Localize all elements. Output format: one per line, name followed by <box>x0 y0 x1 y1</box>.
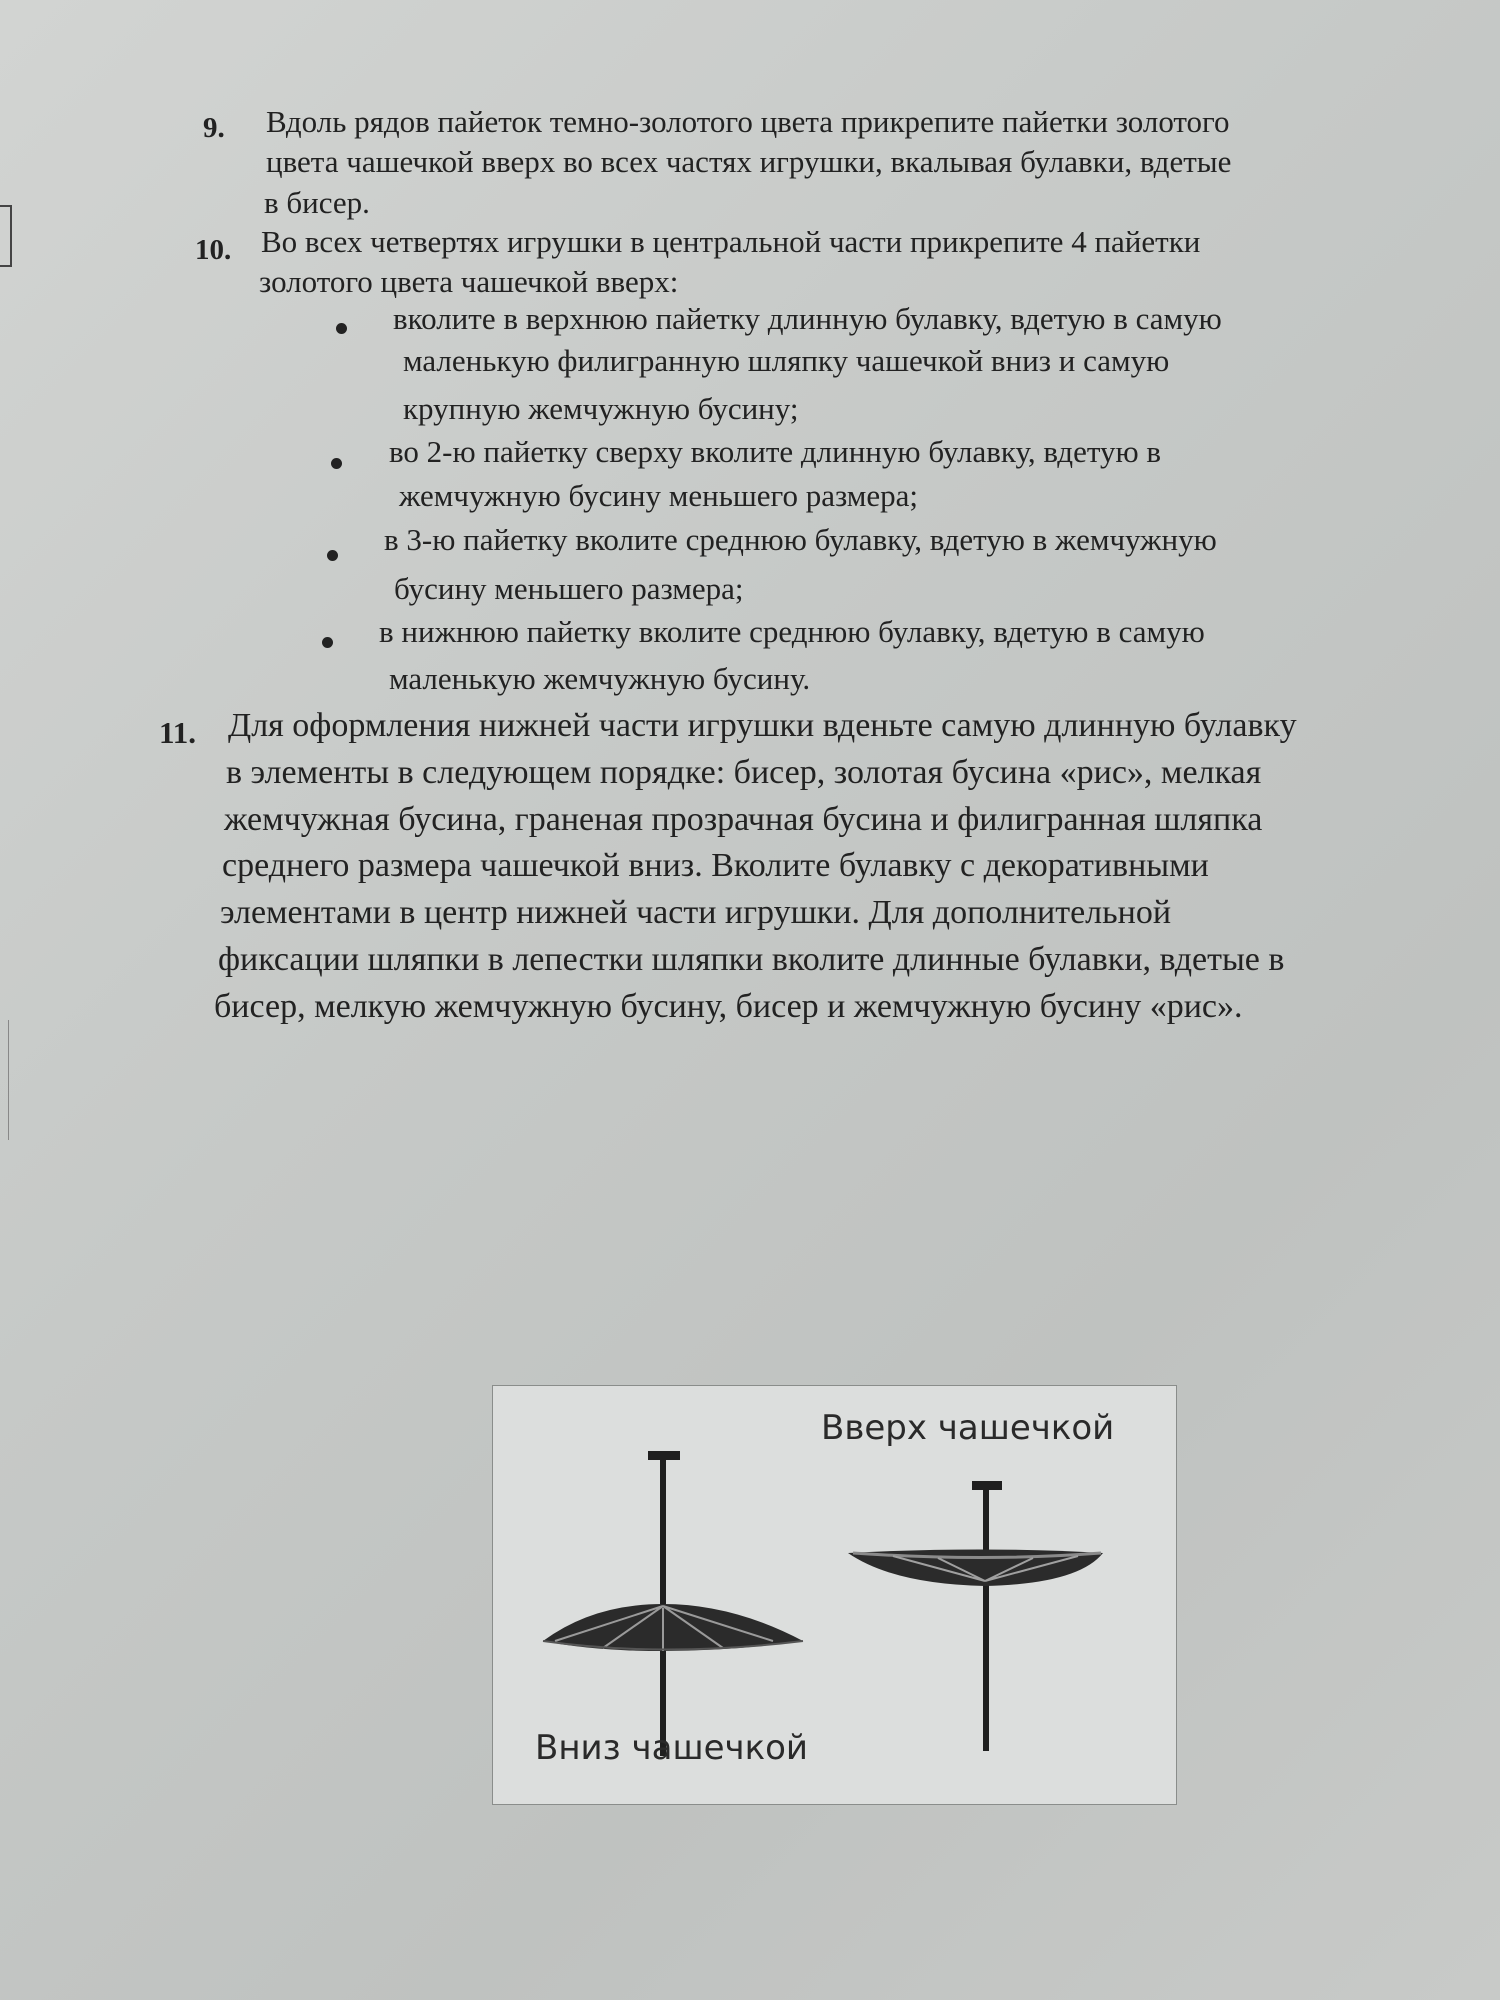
step-line: Для оформления нижней части игрушки вденьте самую длинную булавку <box>228 707 1297 744</box>
bullet-line: бусину меньшего размера; <box>394 571 744 606</box>
bullet-line: жемчужную бусину меньшего размера; <box>399 478 919 513</box>
step-line: Во всех четвертях игрушки в центральной части прикрепите 4 пайетки <box>261 224 1201 259</box>
bullet-line: во 2-ю пайетку сверху вколите длинную булавку, вдетую в <box>389 434 1162 469</box>
bullet-line: вколите в верхнюю пайетку длинную булавку, вдетую в самую <box>393 301 1222 336</box>
bullet-line: в нижнюю пайетку вколите среднюю булавку, вдетую в самую <box>379 614 1205 649</box>
bullet-dot <box>331 458 342 469</box>
step-line: золотого цвета чашечкой вверх: <box>259 264 679 299</box>
step-line: бисер, мелкую жемчужную бусину, бисер и жемчужную бусину «рис». <box>214 988 1243 1025</box>
bullet-line: маленькую филигранную шляпку чашечкой вниз и самую <box>403 343 1170 378</box>
bullet-dot <box>322 637 333 648</box>
page-edge-shadow <box>0 1020 9 1140</box>
step-number: 9. <box>203 112 225 144</box>
bullet-dot <box>336 323 347 334</box>
bullet-line: крупную жемчужную бусину; <box>403 391 799 426</box>
step-number: 10. <box>195 234 232 266</box>
bullet-dot <box>327 550 338 561</box>
label-cup-down: Вниз чашечкой <box>535 1728 809 1768</box>
pin-cup-up-icon <box>848 1481 1103 1751</box>
page-edge-mark <box>0 205 12 267</box>
step-line: элементами в центр нижней части игрушки. Для дополнительной <box>220 894 1172 931</box>
label-cup-up: Вверх чашечкой <box>821 1408 1115 1448</box>
step-line: Вдоль рядов пайеток темно-золотого цвета прикрепите пайетки золотого <box>266 104 1230 139</box>
step-line: жемчужная бусина, граненая прозрачная бусина и филигранная шляпка <box>224 801 1263 838</box>
step-line: цвета чашечкой вверх во всех частях игрушки, вкалывая булавки, вдетые <box>266 144 1232 179</box>
sequin-orientation-figure <box>492 1385 1177 1805</box>
step-line: в элементы в следующем порядке: бисер, золотая бусина «рис», мелкая <box>226 754 1262 791</box>
pin-cup-down-icon <box>543 1451 803 1756</box>
step-line: в бисер. <box>264 185 370 220</box>
step-line: фиксации шляпки в лепестки шляпки вколите длинные булавки, вдетые в <box>218 941 1285 978</box>
bullet-line: в 3-ю пайетку вколите среднюю булавку, вдетую в жемчужную <box>384 522 1217 557</box>
step-line: среднего размера чашечкой вниз. Вколите булавку с декоративными <box>222 847 1209 884</box>
bullet-line: маленькую жемчужную бусину. <box>389 661 811 696</box>
step-number: 11. <box>159 715 197 750</box>
